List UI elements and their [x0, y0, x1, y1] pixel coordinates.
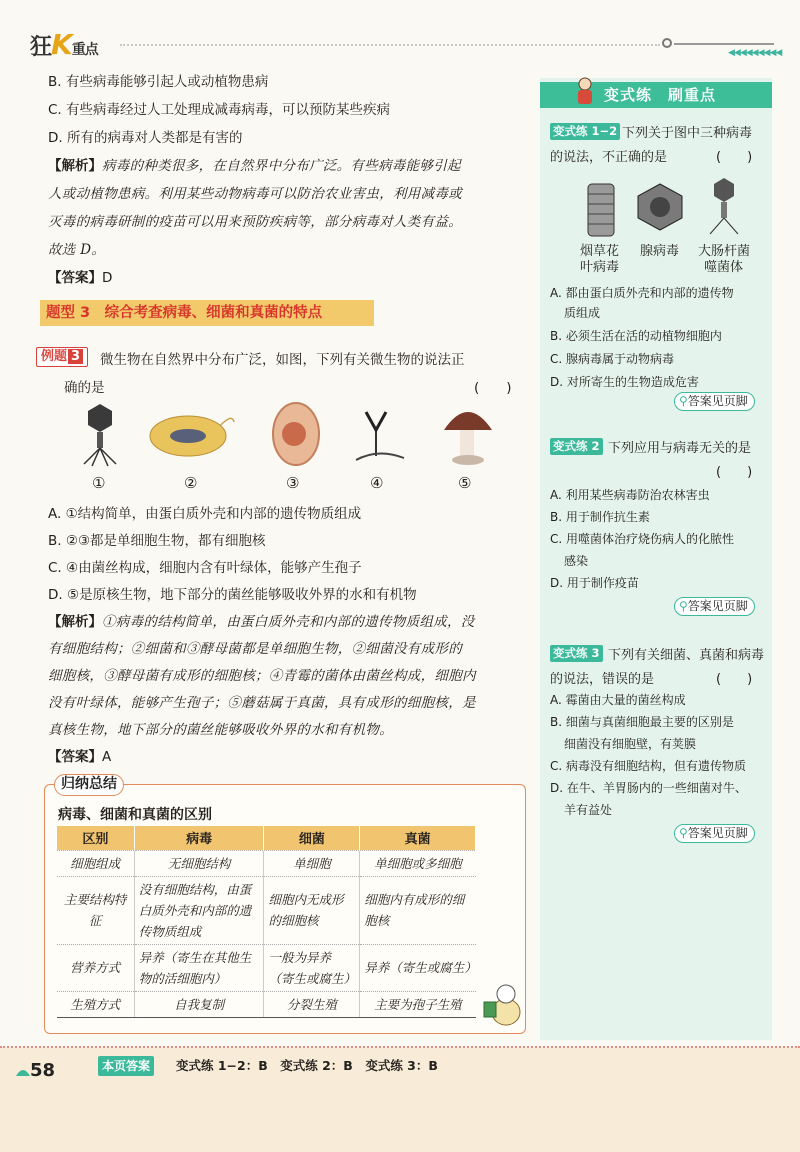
table-header: 病毒: [134, 826, 264, 850]
table-cell: 细胞内无成形的细胞核: [264, 876, 360, 944]
page-number: 58: [30, 1060, 56, 1081]
virus-label-adeno: 腺病毒: [640, 244, 680, 259]
table-cell: 一般为异养（寄生或腐生）: [264, 944, 360, 991]
practice-option-d-cont: 羊有益处: [564, 803, 613, 817]
image-label-4: ④: [370, 474, 384, 492]
option-b: B. 有些病毒能够引起人或动植物患病: [48, 74, 269, 90]
table-cell: 生殖方式: [57, 991, 135, 1017]
option-c: C. 有些病毒经过人工处理成减毒病毒，可以预防某些疾病: [48, 102, 391, 118]
question-option-d: D. ⑤是原核生物，地下部分的菌丝能够吸收外界的水和有机物: [48, 587, 417, 603]
header-circle-icon: [662, 38, 672, 48]
question-answer: 【答案】A: [48, 749, 112, 765]
practice-option-c: C. 用噬菌体治疗烧伤病人的化脓性: [550, 532, 735, 546]
virus-label-phage-1: 大肠杆菌: [698, 244, 751, 259]
answer-paren: ( ): [474, 380, 512, 396]
practice-badge: 变式练 3: [550, 645, 603, 662]
summary-tag: 归纳总结: [54, 774, 124, 796]
image-label-3: ③: [286, 474, 300, 492]
table-cell: 自我复制: [134, 991, 264, 1017]
question-option-b: B. ②③都是单细胞生物，都有细胞核: [48, 533, 266, 549]
cartoon-character-icon: [480, 978, 528, 1028]
table-row: [57, 850, 476, 876]
practice-option-a: A. 利用某些病毒防治农林害虫: [550, 488, 710, 502]
virus-label-tmv-1: 烟草花: [580, 244, 620, 259]
practice-header: 变式练 刷重点: [540, 82, 772, 108]
pin-icon: ⚲: [679, 599, 688, 613]
table-cell: 营养方式: [57, 944, 135, 991]
practice-option-c: C. 病毒没有细胞结构，但有遗传物质: [550, 759, 747, 773]
practice-option-a-cont: 质组成: [564, 306, 601, 320]
table-header: 真菌: [360, 826, 476, 850]
question-option-a: A. ①结构简单，由蛋白质外壳和内部的遗传物质组成: [48, 506, 362, 522]
practice-option-c-cont: 感染: [564, 554, 589, 568]
table-cell: 单细胞或多细胞: [360, 850, 476, 876]
image-label-5: ⑤: [458, 474, 472, 492]
practice-option-d: D. 对所寄生的生物造成危害: [550, 375, 699, 389]
bacterium-image: [146, 408, 236, 462]
table-cell: 主要为孢子生殖: [360, 991, 476, 1017]
answer-paren: ( ): [716, 150, 753, 165]
practice-option-d: D. 在牛、羊胃肠内的一些细菌对牛、: [550, 781, 747, 795]
practice-question-cont: 的说法，错误的是: [550, 672, 655, 687]
page-answers-badge: 本页答案: [98, 1056, 154, 1076]
penicillium-image: [348, 408, 408, 464]
table-cell: 没有细胞结构，由蛋白质外壳和内部的遗传物质组成: [134, 876, 264, 944]
summary-title: 病毒、细菌和真菌的区别: [58, 807, 212, 823]
practice-question-cont: 的说法，不正确的是: [550, 150, 668, 165]
table-row: [57, 991, 476, 1017]
practice-question: 下列应用与病毒无关的是: [608, 441, 752, 456]
header-rule: [674, 43, 774, 45]
example-badge: 例题 3: [36, 347, 88, 367]
analysis-line-1: 【解析】病毒的种类很多，在自然界中分布广泛。有些病毒能够引起: [48, 158, 461, 174]
question-analysis-1: 【解析】①病毒的结构简单，由蛋白质外壳和内部的遗传物质组成，没: [48, 614, 475, 630]
answer-paren: ( ): [716, 465, 753, 480]
question-option-c: C. ④由菌丝构成，细胞内含有叶绿体，能够产生孢子: [48, 560, 362, 576]
mushroom-image: [440, 400, 496, 468]
yeast-image: [270, 400, 322, 468]
virus-label-phage-2: 噬菌体: [704, 260, 744, 275]
practice-badge: 变式练 1−2: [550, 123, 620, 140]
virus-label-tmv-2: 叶病毒: [580, 260, 620, 275]
table-row: [57, 876, 476, 944]
practice-question: 下列有关细菌、真菌和病毒: [608, 648, 765, 663]
answer-paren: ( ): [716, 672, 753, 687]
table-cell: 无细胞结构: [134, 850, 264, 876]
bacteriophage-image: [78, 402, 122, 468]
table-cell: 细胞内有成形的细胞核: [360, 876, 476, 944]
analysis-line-4: 故选 D。: [48, 242, 106, 258]
page-answers: 变式练 1−2：B 变式练 2：B 变式练 3：B: [176, 1058, 438, 1073]
image-label-1: ①: [92, 474, 106, 492]
see-answer-link[interactable]: ⚲答案见页脚: [674, 597, 755, 616]
question-analysis-5: 真核生物，地下部分的菌丝能够吸收外界的水和有机物。: [48, 722, 393, 738]
practice-option-b: B. 细菌与真菌细胞最主要的区别是: [550, 715, 734, 729]
series-logo: 狂K重点: [30, 28, 98, 61]
table-cell: 细胞组成: [57, 850, 135, 876]
table-cell: 分裂生殖: [264, 991, 360, 1017]
option-d: D. 所有的病毒对人类都是有害的: [48, 130, 243, 146]
analysis-line-3: 灭毒的病毒研制的疫苗可以用来预防疾病等，部分病毒对人类有益。: [48, 214, 462, 230]
practice-option-a: A. 霉菌由大量的菌丝构成: [550, 693, 686, 707]
question-analysis-4: 没有叶绿体，能够产生孢子；⑤蘑菇属于真菌，具有成形的细胞核，是: [48, 695, 476, 711]
pin-icon: ⚲: [679, 826, 688, 840]
practice-option-a: A. 都由蛋白质外壳和内部的遗传物: [550, 286, 734, 300]
practice-option-b: B. 用于制作抗生素: [550, 510, 650, 524]
header-divider: [120, 44, 660, 46]
table-row: [57, 944, 476, 991]
practice-question: 下列关于图中三种病毒: [622, 126, 753, 141]
practice-badge: 变式练 2: [550, 438, 603, 455]
question-line-1: 微生物在自然界中分布广泛，如图，下列有关微生物的说法正: [100, 352, 465, 368]
table-header: 区别: [57, 826, 135, 850]
see-answer-link[interactable]: ⚲答案见页脚: [674, 824, 755, 843]
t4-phage-image: [706, 176, 742, 236]
teacher-icon: [572, 76, 598, 110]
table-header-row: [57, 826, 476, 850]
question-line-2: 确的是: [64, 380, 105, 396]
see-answer-link[interactable]: ⚲答案见页脚: [674, 392, 755, 411]
table-cell: 异养（寄生在其他生物的活细胞内）: [134, 944, 264, 991]
image-label-2: ②: [184, 474, 198, 492]
comparison-table: [56, 826, 476, 1018]
footer-divider: [0, 1046, 800, 1048]
tobacco-mosaic-virus-image: [584, 180, 618, 238]
practice-option-b: B. 必须生活在活的动植物细胞内: [550, 329, 722, 343]
table-cell: 单细胞: [264, 850, 360, 876]
answer-line: 【答案】D: [48, 270, 113, 286]
analysis-line-2: 人或动植物患病。利用某些动物病毒可以防治农业害虫，利用减毒或: [48, 186, 462, 202]
table-cell: 主要结构特征: [57, 876, 135, 944]
question-analysis-2: 有细胞结构；②细菌和③酵母菌都是单细胞生物，②细菌没有成形的: [48, 641, 462, 657]
table-header: 细菌: [264, 826, 360, 850]
table-cell: 异养（寄生或腐生）: [360, 944, 476, 991]
pin-icon: ⚲: [679, 394, 688, 408]
question-analysis-3: 细胞核，③酵母菌有成形的细胞核；④青霉的菌体由菌丝构成，细胞内: [48, 668, 476, 684]
practice-option-b-cont: 细菌没有细胞壁，有荚膜: [564, 737, 697, 751]
adenovirus-image: [634, 182, 686, 232]
practice-option-d: D. 用于制作疫苗: [550, 576, 639, 590]
header-arrows-icon: ◀◀◀◀◀◀◀◀◀: [728, 48, 782, 58]
practice-option-c: C. 腺病毒属于动物病毒: [550, 352, 675, 366]
section-banner: 题型 3 综合考查病毒、细菌和真菌的特点: [40, 300, 374, 326]
